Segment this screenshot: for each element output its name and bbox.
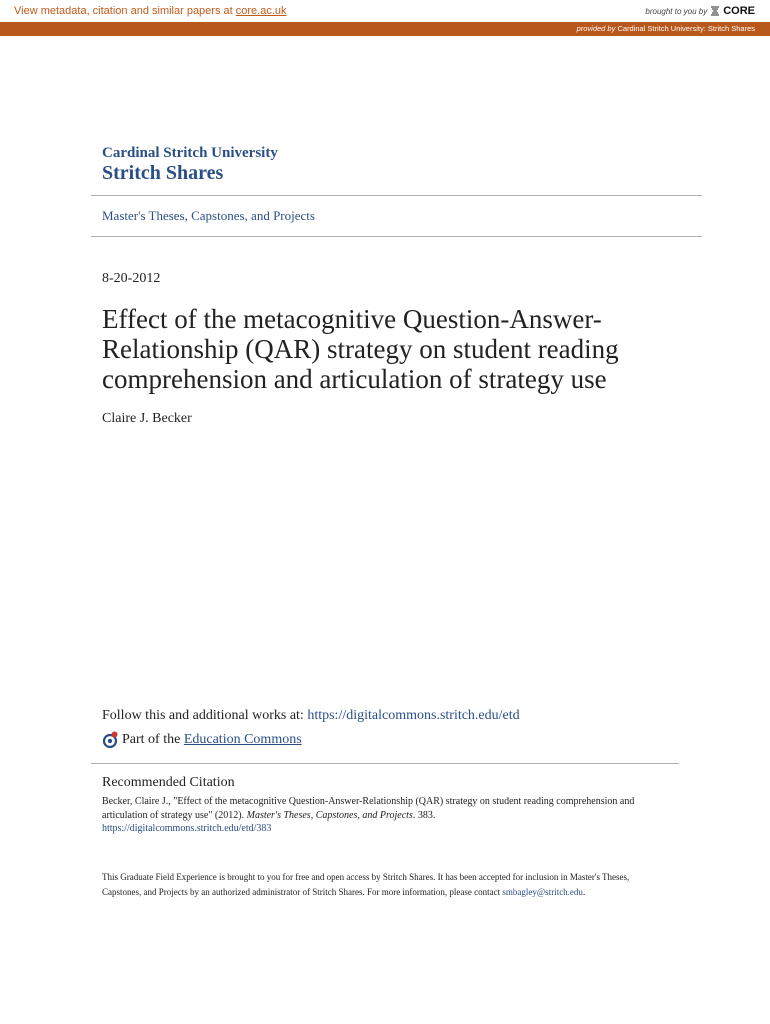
repository-name[interactable]: Stritch Shares (102, 162, 224, 184)
core-link[interactable]: core.ac.uk (235, 5, 287, 17)
core-provided-bar (0, 22, 770, 36)
citation-body: Becker, Claire J., "Effect of the metacognitive Question-Answer-Relationship (QAR) strategy on student reading comprehension and articulation of strategy use" (2012). (102, 796, 635, 821)
institution-name[interactable]: Cardinal Stritch University (102, 145, 278, 161)
core-brought-by[interactable] (645, 5, 755, 17)
core-banner (0, 0, 770, 22)
core-metadata-prefix: View metadata, citation and similar papers at (14, 5, 236, 17)
follow-prefix: Follow this and additional works at: (102, 708, 308, 723)
core-metadata-notice (14, 5, 287, 17)
header-divider-bottom (91, 236, 702, 237)
citation-series: Master's Theses, Capstones, and Projects (246, 810, 413, 821)
provided-by-source: Cardinal Stritch University: Stritch Shares (617, 24, 755, 33)
part-of-line (102, 731, 302, 748)
part-of-prefix: Part of the (122, 731, 181, 747)
citation-url[interactable]: https://digitalcommons.stritch.edu/etd/383 (102, 823, 272, 834)
document-title: Effect of the metacognitive Question-Answer-Relationship (QAR) strategy on student reading comprehension and articulation of strategy use (102, 304, 619, 394)
provided-by-label: provided by (576, 24, 616, 33)
disclaimer-end: . (582, 887, 586, 897)
core-brand: CORE (723, 5, 755, 17)
follow-line (102, 708, 520, 724)
core-logo-icon (710, 5, 720, 17)
digital-commons-network-icon (102, 731, 119, 748)
access-disclaimer (102, 870, 662, 900)
recommended-citation-heading: Recommended Citation (102, 775, 235, 790)
citation-text (102, 795, 672, 823)
publication-date: 8-20-2012 (102, 271, 161, 286)
header-divider-top (91, 195, 702, 196)
disclaimer-text: This Graduate Field Experience is brought to you for free and open access by Stritch Shares. It has been accepted for inclusion in Master's Theses, Capstones, and Projects by an authorized administrator of Stritch Shares. For more information, please contact (102, 872, 630, 897)
contact-email-link[interactable]: smbagley@stritch.edu (502, 887, 583, 897)
provided-by-notice[interactable] (577, 24, 755, 33)
collection-link[interactable]: Master's Theses, Capstones, and Projects (102, 208, 315, 223)
education-commons-link[interactable]: Education Commons (183, 731, 302, 747)
citation-divider (91, 763, 679, 764)
brought-by-label: brought to you by (645, 6, 708, 16)
author-name: Claire J. Becker (102, 411, 192, 426)
citation-number: . 383. (412, 810, 436, 821)
follow-link[interactable]: https://digitalcommons.stritch.edu/etd (307, 708, 520, 723)
